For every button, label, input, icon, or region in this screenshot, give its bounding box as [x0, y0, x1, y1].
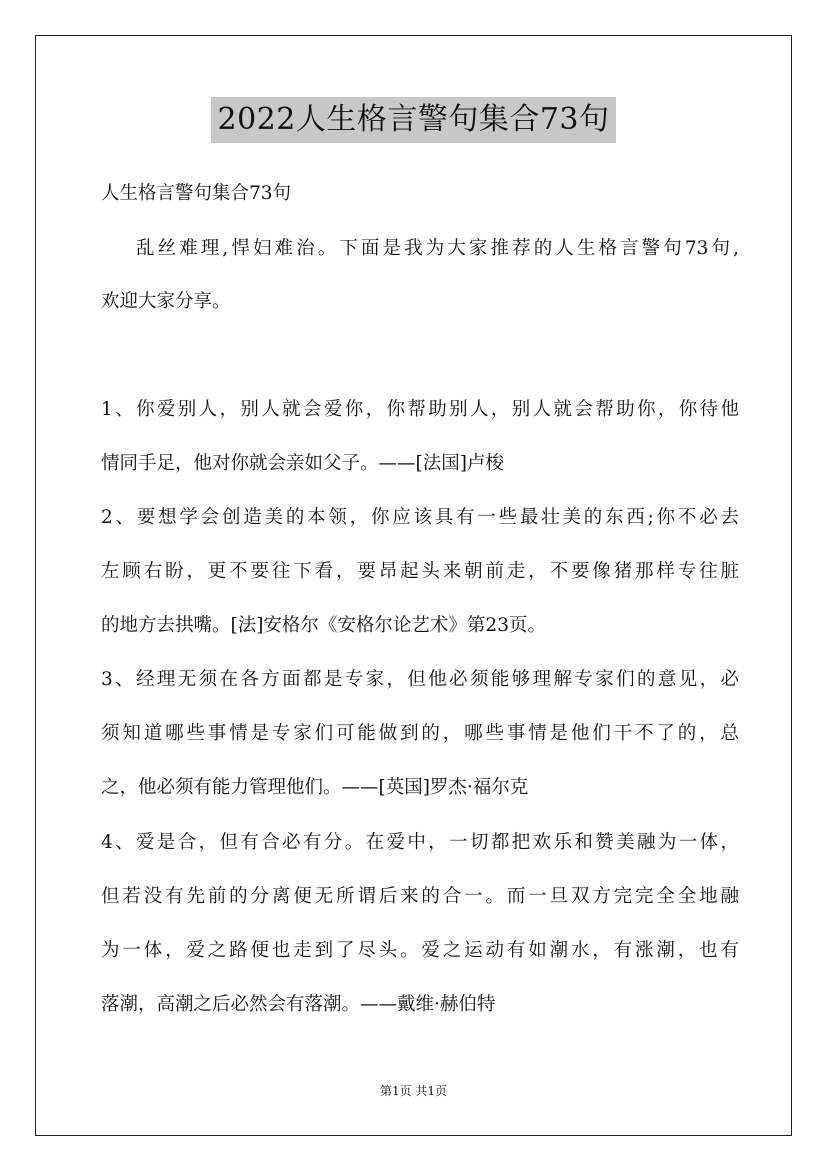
paragraph-2-line-3: 的地方去拱嘴。[法]安格尔《安格尔论艺术》第23页。	[101, 615, 546, 636]
paragraph-3-line-1: 3、经理无须在各方面都是专家，但他必须能够理解专家们的意见，必	[101, 669, 739, 690]
paragraph-4-line-3: 为一体，爱之路便也走到了尽头。爱之运动有如潮水，有涨潮，也有	[101, 940, 739, 961]
paragraph-2-line-2: 左顾右盼，更不要往下看，要昂起头来朝前走，不要像猪那样专往脏	[101, 561, 739, 582]
intro-line-2: 欢迎大家分享。	[101, 291, 231, 312]
paragraph-2-line-1: 2、要想学会创造美的本领，你应该具有一些最壮美的东西;你不必去	[101, 507, 739, 528]
paragraph-1-line-2: 情同手足，他对你就会亲如父子。——[法国]卢梭	[101, 453, 504, 474]
document-subtitle: 人生格言警句集合73句	[101, 183, 292, 204]
document-title: 2022人生格言警句集合73句	[211, 97, 615, 143]
page-footer: 第1页 共1页	[379, 1084, 448, 1098]
title-container	[0, 97, 827, 143]
paragraph-4-line-1: 4、爱是合，但有合必有分。在爱中，一切都把欢乐和赞美融为一体，	[101, 832, 739, 853]
paragraph-1-line-1: 1、你爱别人，别人就会爱你，你帮助别人，别人就会帮助你，你待他	[101, 399, 739, 420]
paragraph-4-line-2: 但若没有先前的分离便无所谓后来的合一。而一旦双方完完全全地融	[101, 886, 739, 907]
paragraph-4-line-4: 落潮，高潮之后必然会有落潮。——戴维·赫伯特	[101, 994, 496, 1015]
intro-line-1: 乱丝难理,悍妇难治。下面是我为大家推荐的人生格言警句73句,	[136, 238, 739, 259]
paragraph-3-line-3: 之，他必须有能力管理他们。——[英国]罗杰·福尔克	[101, 777, 529, 798]
paragraph-3-line-2: 须知道哪些事情是专家们可能做到的，哪些事情是他们干不了的，总	[101, 723, 739, 744]
